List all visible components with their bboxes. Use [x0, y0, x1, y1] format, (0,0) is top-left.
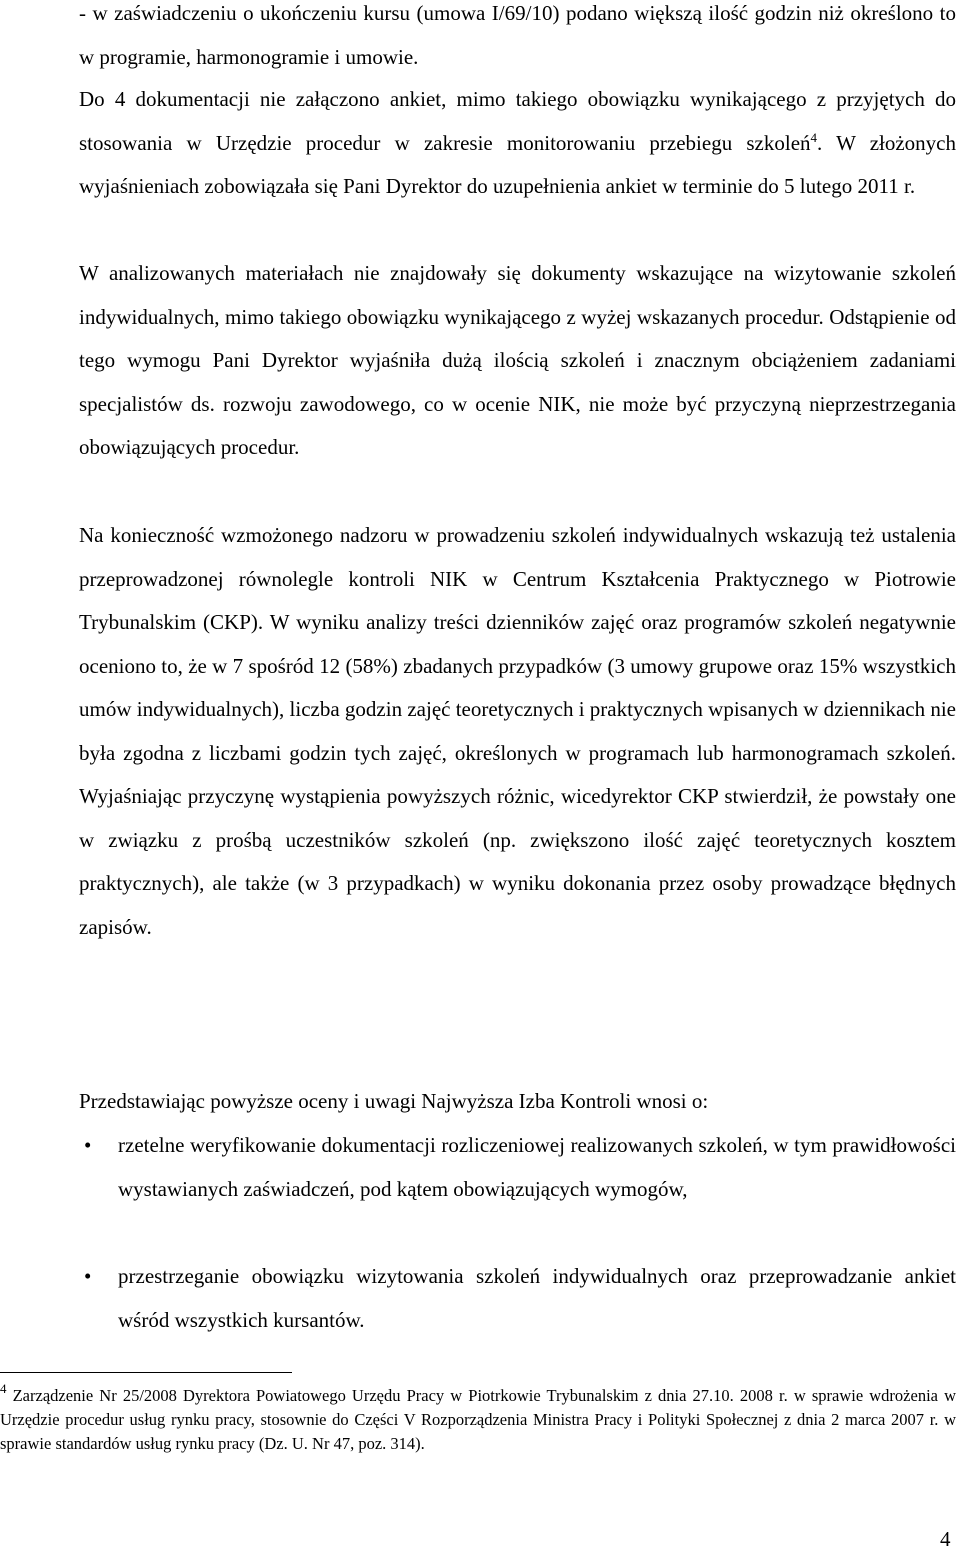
footnote-marker: 4 — [0, 1381, 7, 1396]
bullet-icon: • — [84, 1133, 92, 1157]
paragraph-text: . W złożonych wyjaśnieniach zobowiązała się Pani Dyrektor do uzupełnienia ankiet w terminie do 5 lutego 2011 r. — [79, 130, 956, 198]
paragraph-recommendations-intro: Przedstawiając powyższe oceny i uwagi Najwyższa Izba Kontroli wnosi o: — [79, 1089, 709, 1113]
footnote-separator — [0, 1372, 292, 1373]
list-item — [79, 1255, 956, 1342]
paragraph-missing-surveys — [79, 78, 956, 209]
recommendations-list — [79, 1124, 956, 1211]
list-item-text: rzetelne weryfikowanie dokumentacji rozliczeniowej realizowanych szkoleń, w tym prawidłowości wystawianych zaświadczeń, pod kątem obowiązujących wymogów, — [118, 1133, 956, 1201]
paragraph-visits: W analizowanych materiałach nie znajdowały się dokumenty wskazujące na wizytowanie szkoleń indywidualnych, mimo takiego obowiązku wynikającego z wyżej wskazanych procedur. Odstąpienie od tego wymogu Pani Dyrektor wyjaśniła dużą ilością szkoleń i znacznym obciążeniem zadaniami specjalistów ds. rozwoju zawodowego, co w ocenie NIK, nie może być przyczyną nieprzestrzegania obowiązujących procedur. — [79, 261, 956, 459]
paragraph-text: Do 4 dokumentacji nie załączono ankiet, mimo takiego obowiązku wynikającego z przyjętych do stosowania w Urzędzie procedur w zakresie monitorowaniu przebiegu szkoleń — [79, 87, 956, 155]
bullet-icon: • — [84, 1264, 92, 1288]
footnote — [0, 1381, 956, 1456]
paragraph-certificate-hours: - w zaświadczeniu o ukończeniu kursu (umowa I/69/10) podano większą ilość godzin niż określono to w programie, harmonogramie i umowie. — [79, 1, 956, 69]
list-item — [79, 1124, 956, 1211]
list-item-text: przestrzeganie obowiązku wizytowania szkoleń indywidualnych oraz przeprowadzanie ankiet wśród wszystkich kursantów. — [118, 1264, 956, 1332]
paragraph-supervision: Na konieczność wzmożonego nadzoru w prowadzeniu szkoleń indywidualnych wskazują też ustalenia przeprowadzonej równolegle kontroli NIK w Centrum Kształcenia Praktycznego w Piotrowie Trybunalskim (CKP). W wyniku analizy treści dzienników zajęć oraz programów szkoleń negatywnie oceniono to, że w 7 spośród 12 (58%) zbadanych przypadków (3 umowy grupowe oraz 15% wszystkich umów indywidualnych), liczba godzin zajęć teoretycznych i praktycznych wpisanych w dziennikach nie była zgodna z liczbami godzin tych zajęć, określonych w programach lub harmonogramach szkoleń. Wyjaśniając przyczynę wystąpienia powyższych różnic, wicedyrektor CKP stwierdził, że powstały one w związku z prośbą uczestników szkoleń (np. zwiększono ilość zajęć teoretycznych kosztem praktycznych), ale także (w 3 przypadkach) w wyniku dokonania przez osoby prowadzące błędnych zapisów. — [79, 523, 957, 939]
page-number: 4 — [940, 1527, 951, 1551]
footnote-text: Zarządzenie Nr 25/2008 Dyrektora Powiatowego Urzędu Pracy w Piotrkowie Trybunalskim z dnia 27.10. 2008 r. w sprawie wdrożenia w Urzędzie procedur usług rynku pracy, stosownie do Części V Rozporządzenia Ministra Pracy i Polityki Społecznej z dnia 2 marca 2007 r. w sprawie standardów usług rynku pracy (Dz. U. Nr 47, poz. 314). — [0, 1386, 956, 1453]
footnote-reference[interactable]: 4 — [810, 129, 818, 145]
recommendations-list — [79, 1255, 956, 1342]
